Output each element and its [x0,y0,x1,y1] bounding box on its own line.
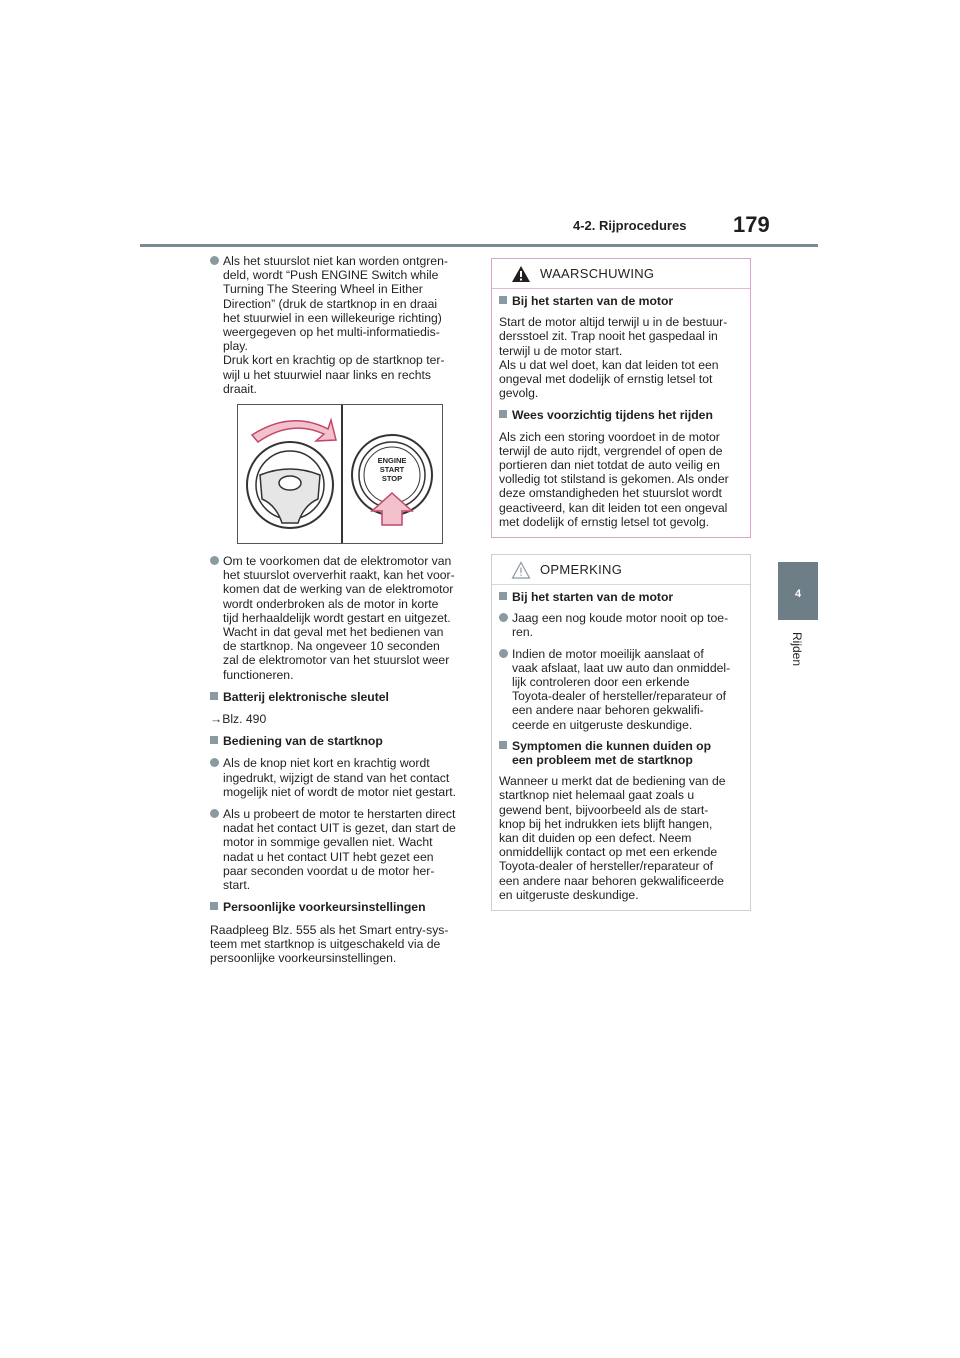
section-heading: Symptomen die kunnen duiden op een probleem met de startknop [499,739,743,767]
caution-outline-icon [511,561,531,579]
left-column [210,254,472,973]
bullet-dot-icon [210,556,219,565]
bullet-item: Als de knop niet kort en krachtig wordt ingedrukt, wijzigt de stand van het contact mogelijk niet of wordt de motor niet gestart. [210,756,472,799]
note-box [491,554,751,911]
bullet-dot-icon [210,809,219,818]
section-heading: Batterij elektronische sleutel [210,690,472,704]
bullet-dot-icon [210,256,219,265]
square-bullet-icon [210,692,218,700]
note-header [492,555,750,585]
section-heading: Bediening van de startknop [210,734,472,748]
bullet-item: Als het stuurslot niet kan worden ontgren- deld, wordt “Push ENGINE Switch while Turning The Steering Wheel in Either Direction” (druk de startknop in en draai het stuurwiel in een willekeurige richting) weergegeven op het multi-informatiedis- play. Druk kort en krachtig op de startknop ter- wijl u het stuurwiel naar links en rechts draait. [210,254,472,396]
note-title: OPMERKING [540,562,623,577]
bullet-dot-icon [499,613,508,622]
chapter-tab [778,562,818,620]
warning-triangle-icon [511,265,531,283]
warning-box [491,258,751,538]
square-bullet-icon [499,741,507,749]
warning-title: WAARSCHUWING [540,266,655,281]
paragraph: Als zich een storing voordoet in de motor terwijl de auto rijdt, vergrendel of open de portieren dan niet totdat de auto veilig en volledig tot stilstand is gekomen. Als onder deze omstandigheden het stuurslot wordt geactiveerd, kan dit leiden tot een ongeval met dodelijk of ernstig letsel tot gevolg. [499,429,729,529]
steering-wheel-start-button-icon [238,405,442,543]
bullet-item: Jaag een nog koude motor nooit op toe- ren. [499,611,743,639]
square-bullet-icon [210,736,218,744]
paragraph: Start de motor altijd terwijl u in de bestuur- dersstoel zit. Trap nooit het gaspedaal in terwijl u de motor start. Als u dat wel doet, kan dat leiden tot een ongeval met dodelijk of ernstig letsel tot gevolg. [499,315,728,401]
bullet-item: Om te voorkomen dat de elektromotor van het stuurslot oververhit raakt, kan het voor- komen dat de werking van de elektromotor wordt onderbroken als de motor in korte tijd herhaaldelijk wordt gestart en uitgezet. Wacht in dat geval met het bedienen van de startknop. Na ongeveer 10 seconden zal de elektromotor van het stuurslot weer functioneren. [210,554,472,682]
square-bullet-icon [499,410,507,418]
button-label-line2: START [379,465,405,475]
header-divider [140,244,818,247]
bullet-dot-icon [210,758,219,767]
paragraph: Wanneer u merkt dat de bediening van de startknop niet helemaal gaat zoals u gewend bent, bijvoorbeeld als de start- knop bij het indrukken iets blijft hangen, kan dit duiden op een defect. Neem onmiddellijk contact op met een erkende Toyota-dealer of hersteller/reparateur of een andere naar behoren gekwalificeerde en uitgeruste deskundige. [499,774,726,902]
bullet-item: Als u probeert de motor te herstarten direct nadat het contact UIT is gezet, dan start de motor in sommige gevallen niet. Wacht nadat u het contact UIT hebt gezet een paar seconden voordat u de motor her- start. [210,807,472,892]
square-bullet-icon [499,296,507,304]
page-reference: →Blz. 490 [210,712,267,727]
steering-illustration [237,404,443,544]
square-bullet-icon [210,902,218,910]
square-bullet-icon [499,592,507,600]
section-heading: Bij het starten van de motor [499,590,743,604]
chapter-title: Rijden [790,632,804,667]
button-label-line1: ENGINE [377,456,407,466]
section-title: 4-2. Rijprocedures [573,218,687,233]
page-number: 179 [733,212,770,237]
section-heading: Bij het starten van de motor [499,294,743,308]
bullet-item: Indien de motor moeilijk aanslaat of vaak afslaat, laat uw auto dan onmiddel- lijk controleren door een erkende Toyota-dealer of hersteller/reparateur of een andere naar behoren gekwalifi- ceerde en uitgeruste deskundige. [499,647,743,732]
warning-header [492,259,750,289]
section-heading: Wees voorzichtig tijdens het rijden [499,408,743,422]
paragraph: Raadpleeg Blz. 555 als het Smart entry-sys- teem met startknop is uitgeschakeld via de persoonlijke voorkeursinstellingen. [210,922,449,965]
section-heading: Persoonlijke voorkeursinstellingen [210,900,472,914]
chapter-number: 4 [794,588,802,600]
bullet-dot-icon [499,649,508,658]
button-label-line3: STOP [381,474,403,484]
